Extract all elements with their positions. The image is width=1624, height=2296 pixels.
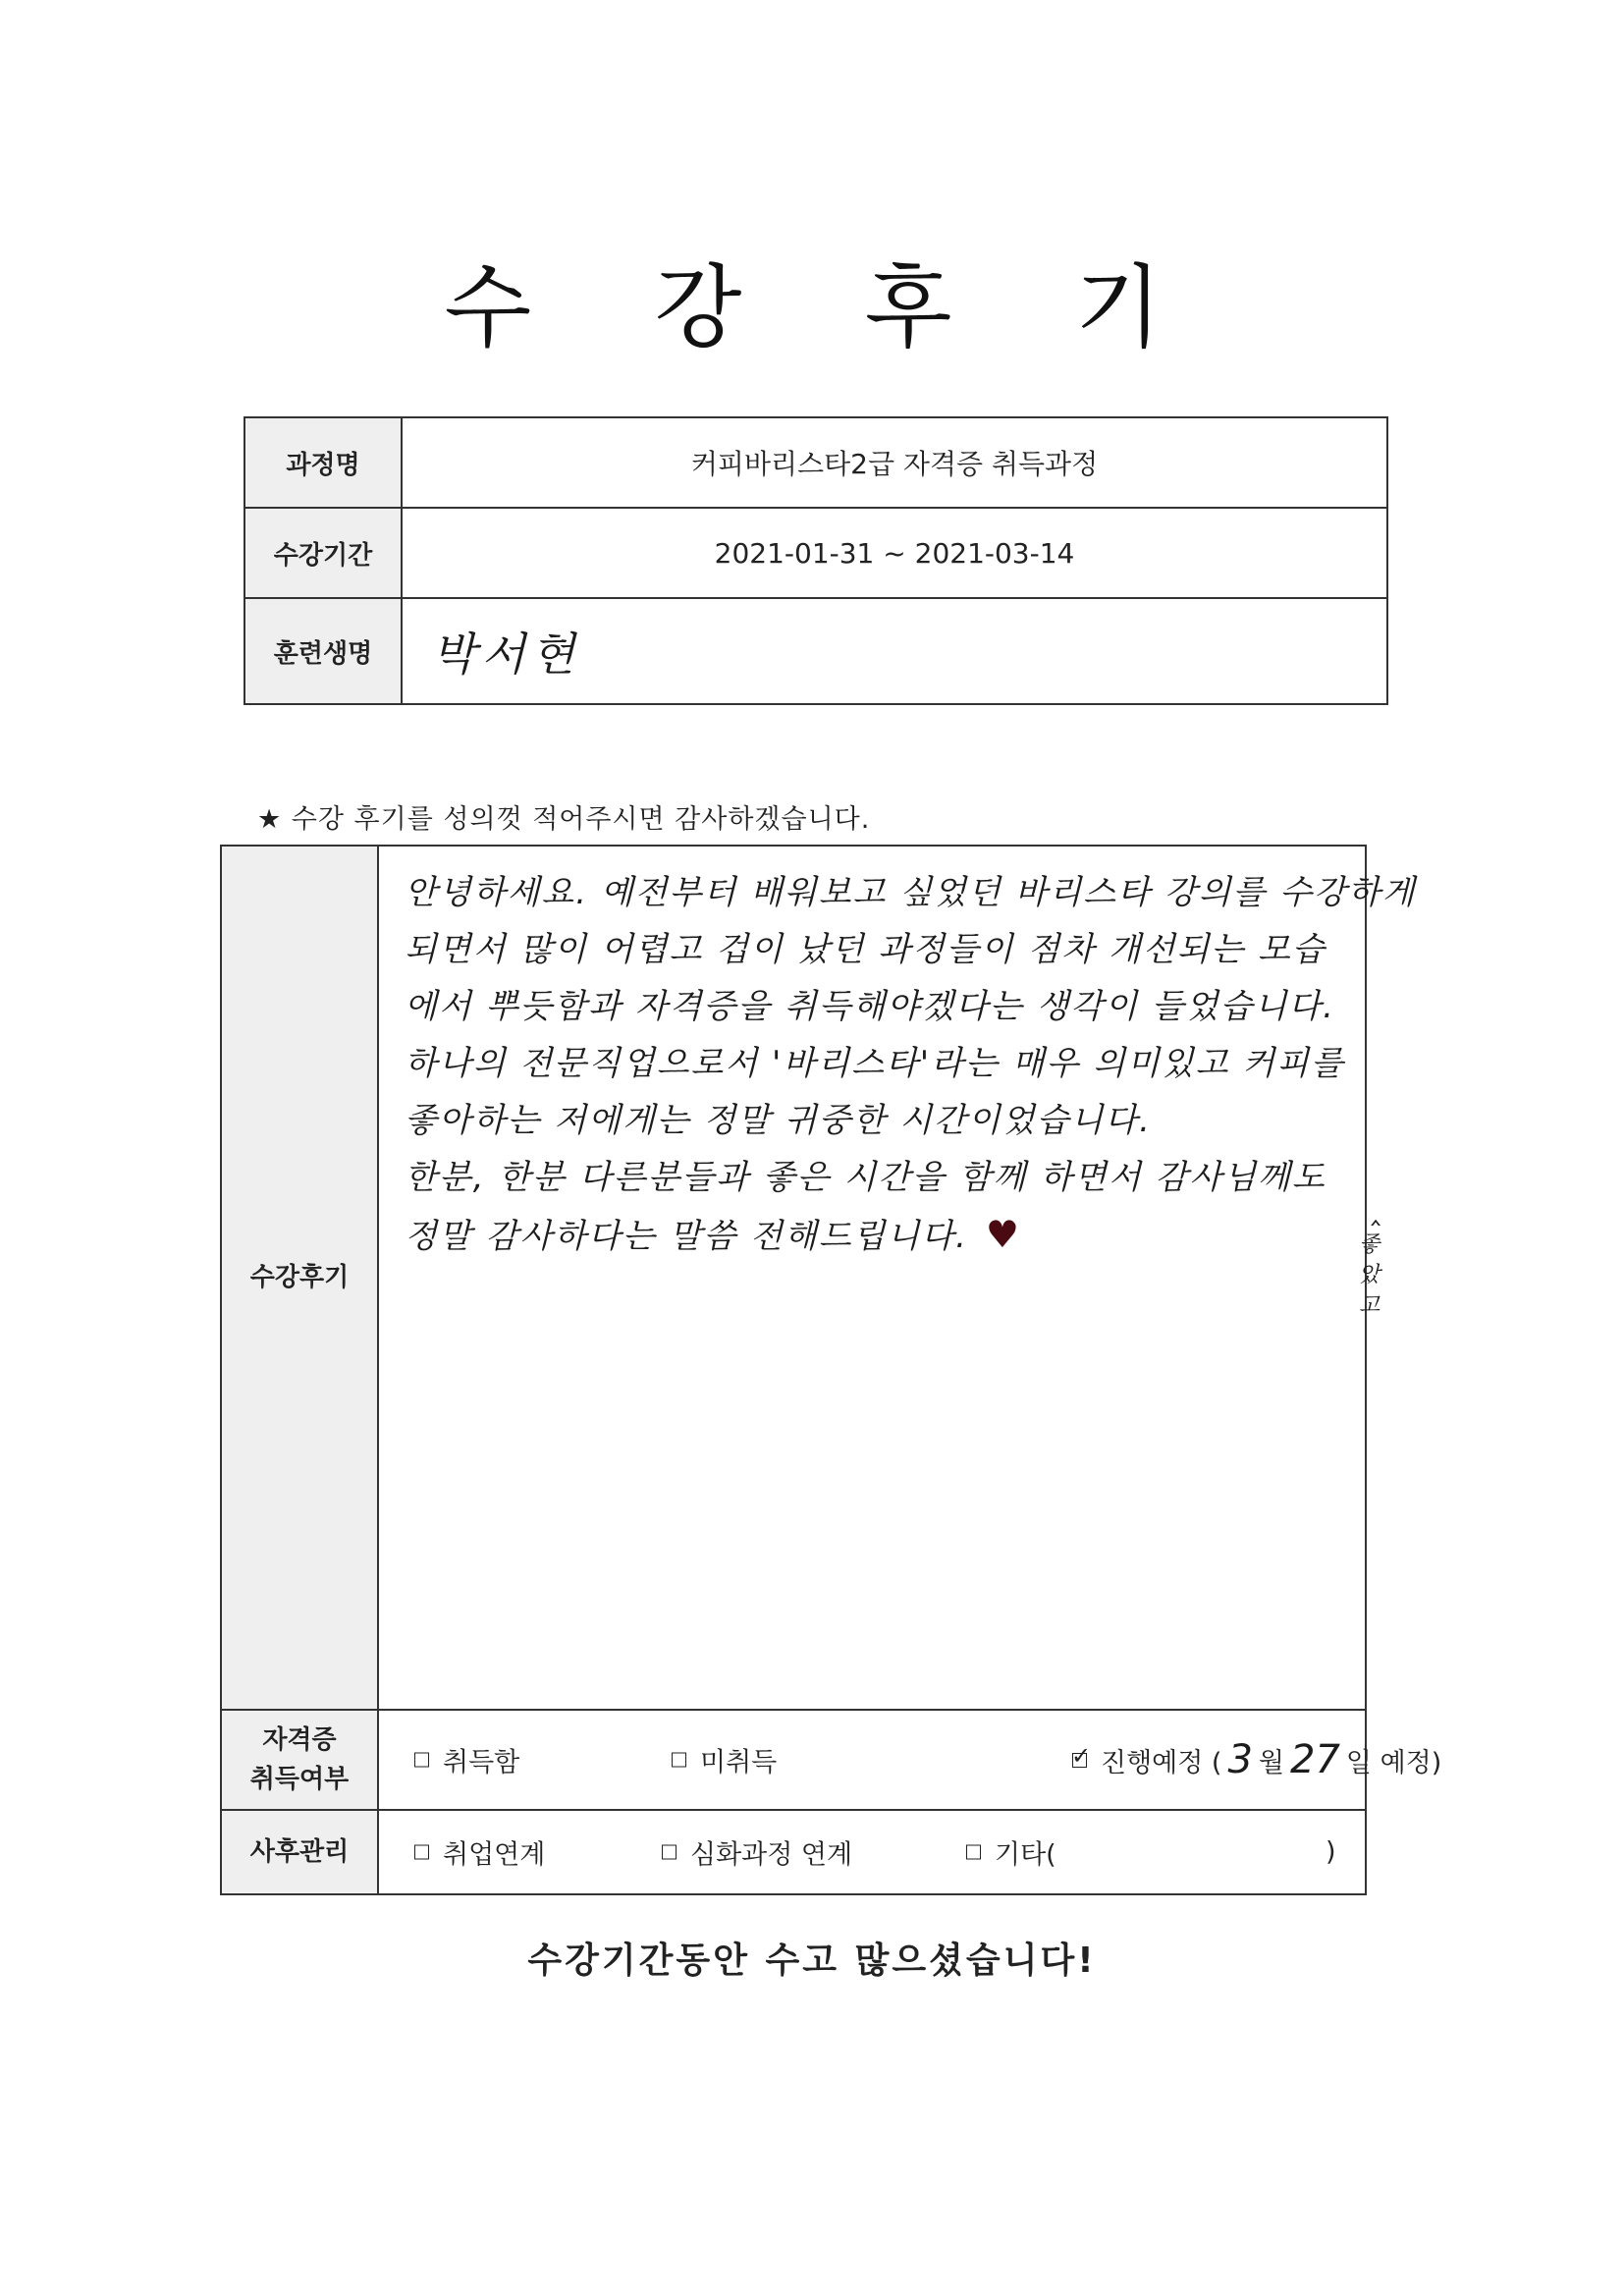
option-other[interactable] xyxy=(966,1833,1056,1872)
review-line: 에서 뿌듯함과 자격증을 취득해야겠다는 생각이 들었습니다. xyxy=(405,987,1335,1026)
review-row xyxy=(222,847,1417,1711)
aftercare-label: 사후관리 xyxy=(222,1811,379,1893)
heart-icon: ♥ xyxy=(985,1213,1021,1256)
option-advanced-course[interactable] xyxy=(662,1833,852,1872)
option-not-obtained-label: 미취득 xyxy=(700,1747,778,1778)
review-line: 하나의 전문직업으로서 '바리스타'라는 매우 의미있고 커피를 xyxy=(405,1044,1345,1083)
course-info-table xyxy=(244,416,1388,705)
period-label: 수강기간 xyxy=(245,509,403,597)
review-line: 안녕하세요. 예전부터 배워보고 싶었던 바리스타 강의를 수강하게 xyxy=(405,873,1417,912)
scheduled-month-handwritten: 3 xyxy=(1227,1737,1253,1782)
option-obtained-label: 취득함 xyxy=(443,1747,520,1778)
option-advanced-course-label: 심화과정 연계 xyxy=(690,1839,853,1871)
certification-label-line2: 취득여부 xyxy=(249,1765,350,1794)
option-not-obtained[interactable] xyxy=(672,1741,777,1779)
inserted-word: 좋았고 xyxy=(1359,1232,1380,1318)
review-table xyxy=(220,845,1442,1895)
aftercare-options xyxy=(379,1811,1365,1893)
review-handwritten-text xyxy=(405,864,1417,1265)
option-scheduled-label: 진행예정 ( xyxy=(1101,1747,1222,1778)
trainee-label: 훈련생명 xyxy=(245,599,403,703)
option-scheduled[interactable] xyxy=(1072,1737,1441,1782)
day-suffix: 일 예정) xyxy=(1345,1747,1442,1778)
closing-message: 수강기간동안 수고 많으셨습니다! xyxy=(527,1941,1097,1981)
option-employment-link[interactable] xyxy=(414,1833,545,1872)
course-row xyxy=(245,418,1386,509)
course-value: 커피바리스타2급 자격증 취득과정 xyxy=(690,448,1099,480)
trainee-value-cell xyxy=(403,599,1386,703)
aftercare-row xyxy=(222,1811,1365,1893)
review-line: 한분, 한분 다른분들과 좋은 시간을 함께 하면서 감사님께도 xyxy=(405,1158,1326,1197)
insertion-caret-icon: ‸ xyxy=(1371,1192,1381,1227)
review-line-text: 정말 감사하다는 말씀 전해드립니다. xyxy=(405,1217,968,1256)
review-line xyxy=(405,1206,1345,1265)
certification-row xyxy=(222,1711,1442,1811)
option-other-label: 기타( xyxy=(995,1839,1056,1871)
month-suffix: 월 xyxy=(1258,1747,1284,1778)
checkbox-not-obtained[interactable] xyxy=(672,1753,686,1768)
option-employment-link-label: 취업연계 xyxy=(443,1839,546,1871)
option-obtained[interactable] xyxy=(414,1741,519,1779)
review-label: 수강후기 xyxy=(222,847,379,1709)
certification-options xyxy=(379,1711,1442,1809)
checkbox-scheduled-checked[interactable] xyxy=(1072,1753,1087,1768)
course-label: 과정명 xyxy=(245,418,403,507)
instruction-note: ★ 수강 후기를 성의껏 적어주시면 감사하겠습니다. xyxy=(257,804,871,835)
page-title: 수 강 후 기 xyxy=(444,255,1210,360)
certification-label-line1: 자격증 xyxy=(262,1724,337,1755)
period-value: 2021-01-31 ~ 2021-03-14 xyxy=(714,536,1075,570)
checkbox-other[interactable] xyxy=(966,1845,981,1860)
certification-label xyxy=(222,1711,379,1809)
option-other-close-paren: ) xyxy=(1326,1836,1336,1868)
review-line: 되면서 많이 어렵고 겁이 났던 과정들이 점차 개선되는 모습 xyxy=(405,930,1326,969)
checkbox-employment-link[interactable] xyxy=(414,1845,429,1860)
scheduled-day-handwritten: 27 xyxy=(1290,1737,1340,1782)
review-body xyxy=(379,847,1417,1709)
checkbox-advanced-course[interactable] xyxy=(662,1845,677,1860)
period-row xyxy=(245,509,1386,599)
review-line: 좋아하는 저에게는 정말 귀중한 시간이었습니다. xyxy=(405,1101,1152,1140)
trainee-row xyxy=(245,599,1386,703)
trainee-name-handwritten: 박서현 xyxy=(432,628,581,681)
checkbox-obtained[interactable] xyxy=(414,1753,429,1768)
